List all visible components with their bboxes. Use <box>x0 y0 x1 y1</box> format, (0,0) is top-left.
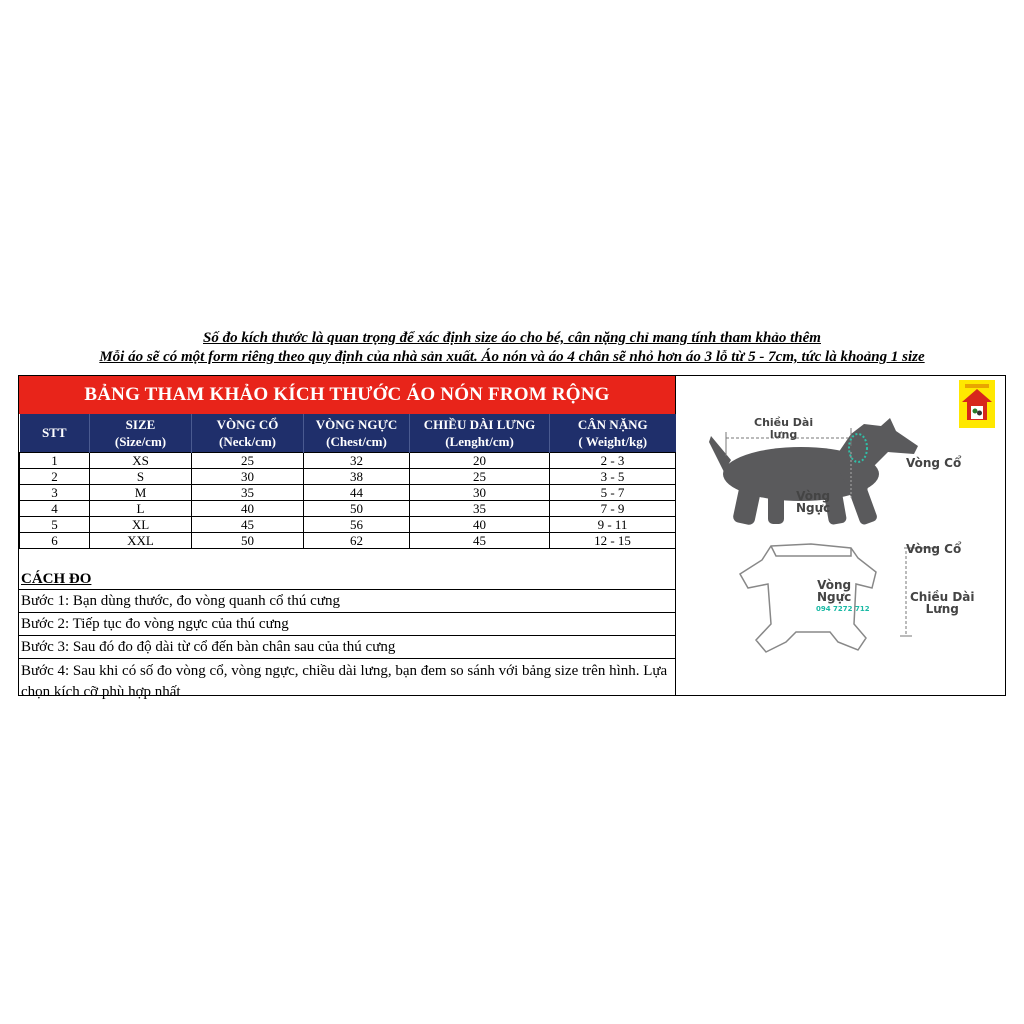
cell-chest: 62 <box>304 532 410 548</box>
cell-weight: 3 - 5 <box>550 468 676 484</box>
shirt-outline-icon <box>740 544 876 652</box>
cell-weight: 12 - 15 <box>550 532 676 548</box>
cell-stt: 4 <box>20 500 90 516</box>
shirt-phone-number: 094 7272 712 <box>816 605 870 613</box>
cell-chest: 56 <box>304 516 410 532</box>
table-row <box>20 452 676 468</box>
dog-length-label-line: lưng <box>769 428 798 441</box>
cell-neck: 40 <box>192 500 304 516</box>
table-row <box>20 484 676 500</box>
cell-size: S <box>90 468 192 484</box>
col-header-stt <box>20 414 90 452</box>
col-header-unit: (Lenght/cm) <box>445 433 514 449</box>
col-header-neck <box>192 414 304 452</box>
cell-chest: 44 <box>304 484 410 500</box>
shirt-chest-label <box>817 579 851 603</box>
col-header-chest <box>304 414 410 452</box>
dog-chest-label-line: Ngực <box>796 501 831 515</box>
cell-weight: 2 - 3 <box>550 452 676 468</box>
measure-instructions <box>19 569 675 702</box>
shirt-chest-label-line: Ngực <box>817 590 852 604</box>
cell-length: 25 <box>410 468 550 484</box>
shirt-neck-label: Vòng Cổ <box>906 542 962 556</box>
cell-size: XXL <box>90 532 192 548</box>
table-row <box>20 532 676 548</box>
col-header-unit: ( Weight/kg) <box>578 433 648 449</box>
cell-neck: 50 <box>192 532 304 548</box>
dog-length-label-line: Chiều Dài <box>754 416 814 429</box>
col-header-length <box>410 414 550 452</box>
dog-chest-label <box>796 490 830 514</box>
size-chart-title: BẢNG THAM KHẢO KÍCH THƯỚC ÁO NÓN FROM RỘNG <box>19 376 675 414</box>
cell-length: 30 <box>410 484 550 500</box>
measure-step: Bước 2: Tiếp tục đo vòng ngực của thú cưng <box>19 612 675 635</box>
measure-diagram-panel <box>676 376 1005 695</box>
size-chart-panel <box>19 376 676 700</box>
col-header-unit: (Chest/cm) <box>326 433 387 449</box>
cell-size: M <box>90 484 192 500</box>
dog-chest-label-line: Vòng <box>796 489 831 503</box>
cell-size: XS <box>90 452 192 468</box>
dog-neck-label: Vòng Cổ <box>906 456 962 470</box>
measure-heading: CÁCH ĐO <box>21 571 92 587</box>
cell-weight: 9 - 11 <box>550 516 676 532</box>
note-line-1: Số đo kích thước là quan trọng để xác định size áo cho bé, cân nặng chỉ mang tính tham khảo thêm <box>203 330 821 346</box>
cell-stt: 3 <box>20 484 90 500</box>
cell-length: 45 <box>410 532 550 548</box>
cell-neck: 45 <box>192 516 304 532</box>
col-header-label: VÒNG CỔ <box>216 416 279 432</box>
shirt-length-label <box>910 591 975 615</box>
note-line-2: Mỗi áo sẽ có một form riêng theo quy định của nhà sản xuất. Áo nón và áo 4 chân sẽ nhỏ hơn áo 3 lỗ từ 5 - 7cm, tức là khoảng 1 size <box>99 349 925 365</box>
size-table-header-row <box>20 414 676 452</box>
table-row <box>20 468 676 484</box>
cell-size: L <box>90 500 192 516</box>
cell-chest: 50 <box>304 500 410 516</box>
col-header-label: CHIỀU DÀI LƯNG <box>423 416 536 432</box>
table-row <box>20 516 676 532</box>
col-header-label: SIZE <box>125 416 156 432</box>
measure-step: Bước 4: Sau khi có số đo vòng cổ, vòng ngực, chiều dài lưng, bạn đem so sánh với bảng size trên hình. Lựa chọn kích cỡ phù hợp nhất <box>19 658 675 702</box>
cell-stt: 6 <box>20 532 90 548</box>
cell-weight: 7 - 9 <box>550 500 676 516</box>
size-table <box>19 414 676 549</box>
col-header-weight <box>550 414 676 452</box>
col-header-label: STT <box>41 425 67 441</box>
cell-stt: 5 <box>20 516 90 532</box>
dog-length-label <box>754 417 813 441</box>
table-row <box>20 500 676 516</box>
col-header-label: VÒNG NGỰC <box>315 416 398 432</box>
cell-neck: 35 <box>192 484 304 500</box>
measure-step: Bước 1: Bạn dùng thước, đo vòng quanh cổ thú cưng <box>19 589 675 612</box>
col-header-label: CÂN NẶNG <box>577 416 648 432</box>
cell-chest: 32 <box>304 452 410 468</box>
col-header-unit: (Size/cm) <box>114 433 167 449</box>
cell-neck: 30 <box>192 468 304 484</box>
col-header-unit: (Neck/cm) <box>218 433 277 449</box>
size-chart-frame <box>18 375 1006 700</box>
cell-size: XL <box>90 516 192 532</box>
col-header-size <box>90 414 192 452</box>
cell-stt: 1 <box>20 452 90 468</box>
cell-stt: 2 <box>20 468 90 484</box>
cell-length: 35 <box>410 500 550 516</box>
shirt-chest-label-line: Vòng <box>817 578 852 592</box>
cell-weight: 5 - 7 <box>550 484 676 500</box>
cell-neck: 25 <box>192 452 304 468</box>
dog-measure-diagram <box>676 376 1005 695</box>
shirt-length-label-line: Lưng <box>925 602 959 616</box>
shirt-length-label-line: Chiều Dài <box>910 590 975 604</box>
cell-length: 20 <box>410 452 550 468</box>
cell-chest: 38 <box>304 468 410 484</box>
measure-step: Bước 3: Sau đó đo độ dài từ cổ đến bàn chân sau của thú cưng <box>19 635 675 658</box>
cell-length: 40 <box>410 516 550 532</box>
